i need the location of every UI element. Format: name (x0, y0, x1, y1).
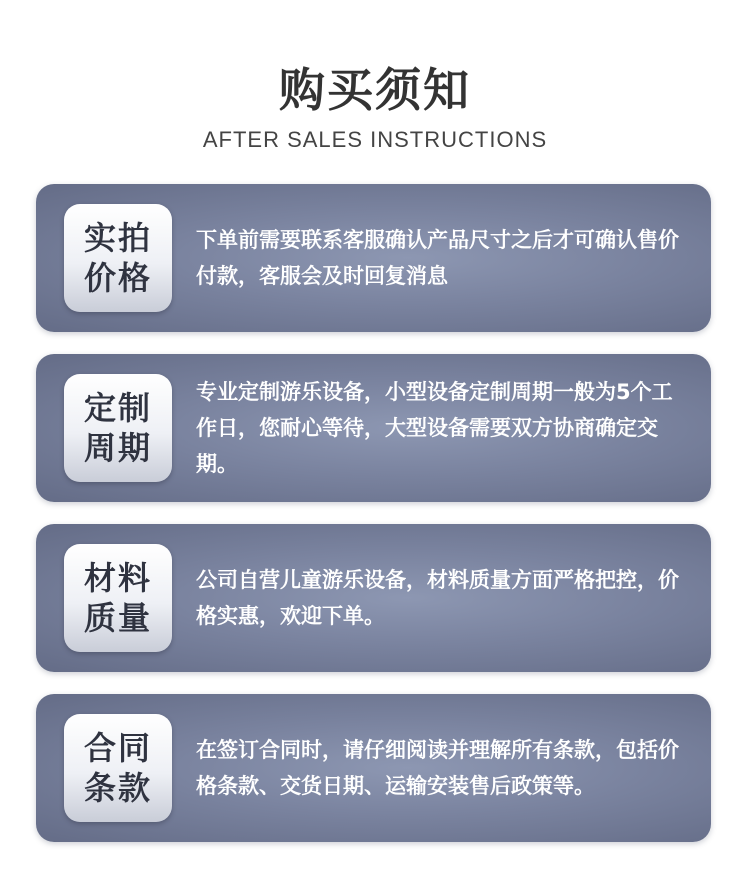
card-text-container (196, 354, 686, 502)
page-title: 购买须知 (279, 63, 471, 117)
info-card-custom-period (36, 354, 711, 502)
info-card-contract-terms (36, 694, 711, 842)
badge-line-2: 价格 (83, 259, 152, 297)
card-text-container (196, 184, 686, 332)
page-subtitle: AFTER SALES INSTRUCTIONS (202, 127, 548, 152)
badge-line-1: 合同 (83, 729, 152, 767)
badge-line-1: 实拍 (83, 219, 152, 257)
card-text: 公司自营儿童游乐设备，材料质量方面严格把控，价格实惠，欢迎下单。 (196, 568, 679, 628)
badge-line-1: 材料 (83, 559, 152, 597)
card-text-container (196, 694, 686, 842)
card-text: 下单前需要联系客服确认产品尺寸之后才可确认售价付款，客服会及时回复消息 (196, 228, 679, 288)
info-card-real-price (36, 184, 711, 332)
card-badge (64, 374, 172, 482)
card-text: 专业定制游乐设备，小型设备定制周期一般为5个工作日，您耐心等待，大型设备需要双方协商确定交期。 (196, 380, 673, 476)
badge-line-2: 质量 (83, 599, 152, 637)
card-text-container (196, 524, 686, 672)
card-badge (64, 544, 172, 652)
info-card-material-quality (36, 524, 711, 672)
card-badge (64, 714, 172, 822)
badge-line-2: 周期 (83, 429, 152, 467)
badge-line-2: 条款 (83, 769, 152, 807)
card-text: 在签订合同时，请仔细阅读并理解所有条款，包括价格条款、交货日期、运输安装售后政策等。 (196, 738, 679, 798)
badge-line-1: 定制 (83, 389, 152, 427)
card-badge (64, 204, 172, 312)
